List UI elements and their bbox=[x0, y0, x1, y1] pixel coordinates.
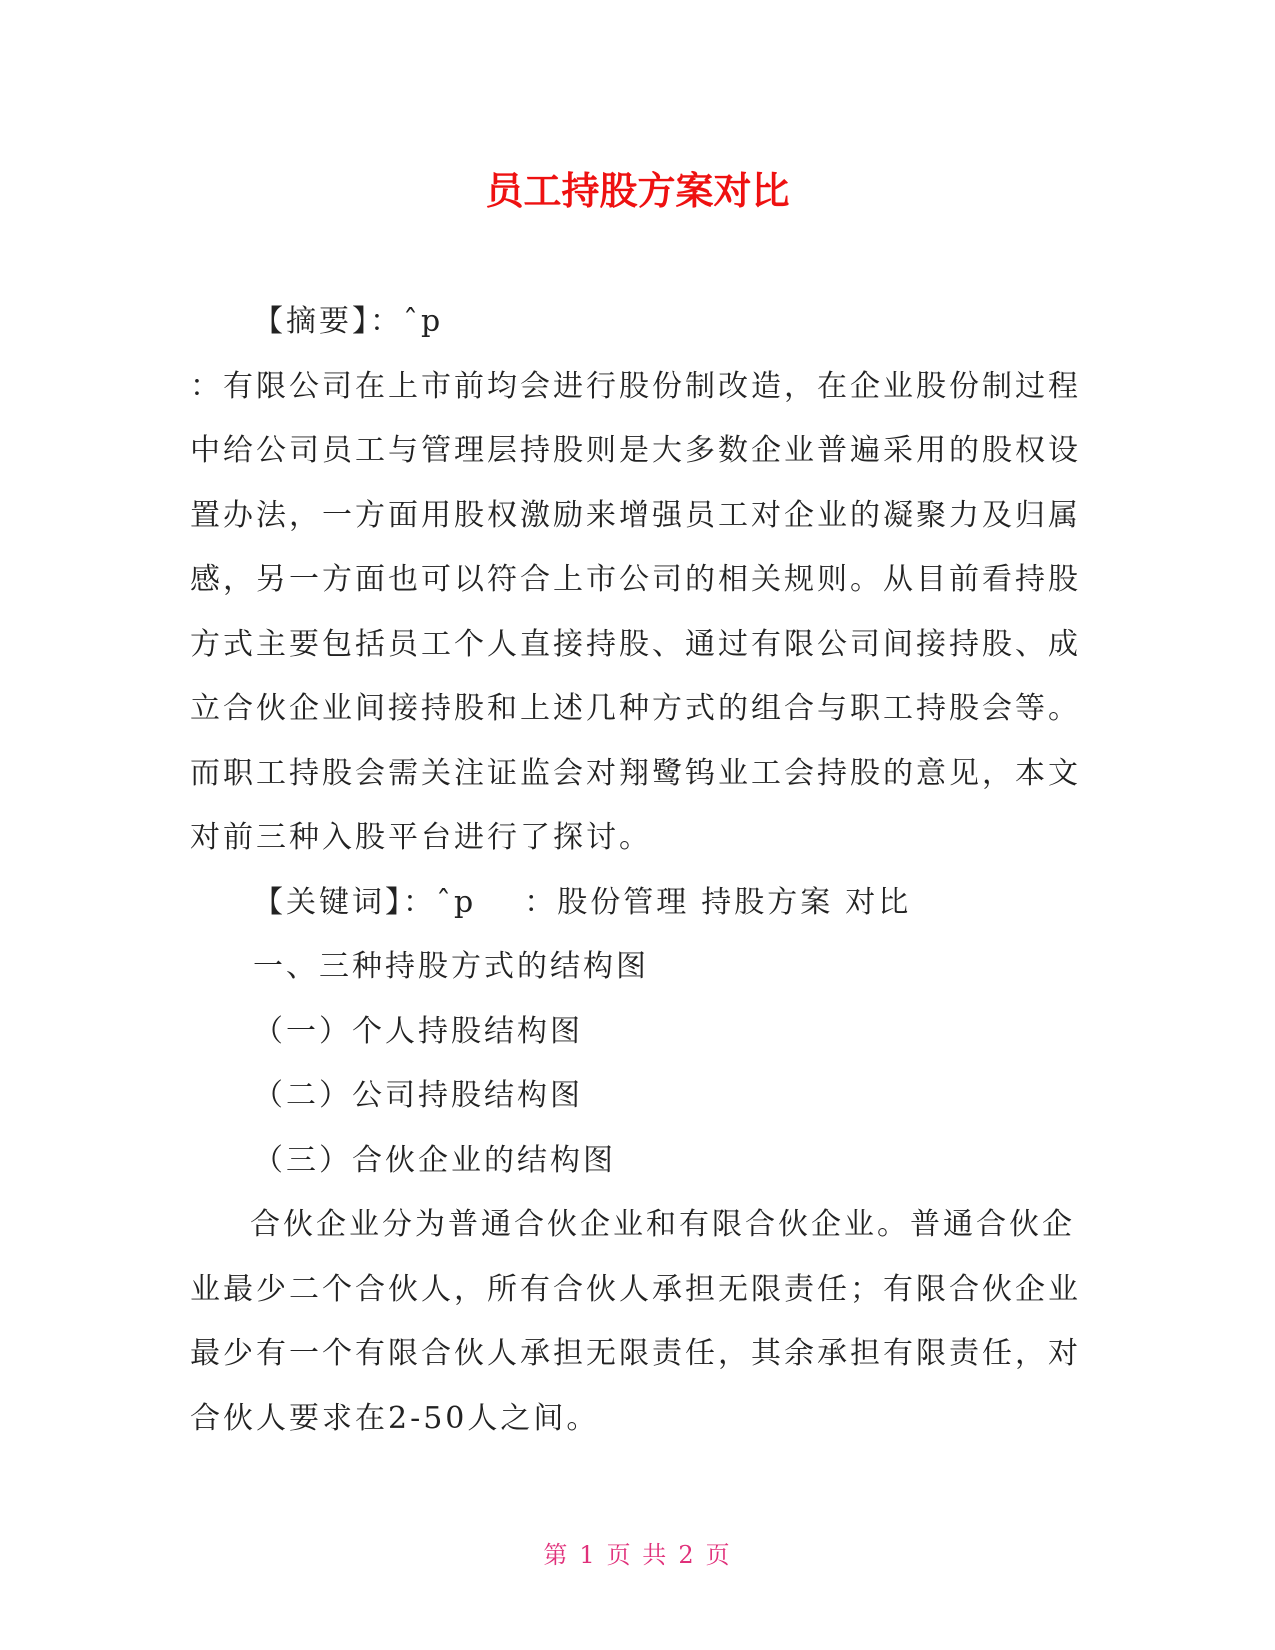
footer-page-prefix: 第 bbox=[543, 1541, 570, 1569]
abstract-label: 【摘要】：ˆp bbox=[253, 304, 444, 339]
footer-page-total: 2 bbox=[678, 1541, 696, 1569]
subsection-heading: （二）公司持股结构图 bbox=[253, 1078, 583, 1113]
keyword-item: ：股份管理 bbox=[524, 884, 690, 920]
document-body bbox=[190, 290, 1090, 1451]
subsection-heading: （三）合伙企业的结构图 bbox=[253, 1142, 616, 1178]
footer-page-suffix: 页 bbox=[705, 1541, 732, 1569]
partnership-paragraph bbox=[190, 1193, 1090, 1451]
document-title: 员工持股方案对比 bbox=[485, 169, 790, 213]
footer-page-number: 1 bbox=[579, 1541, 597, 1569]
keyword-item: 持股方案 bbox=[701, 884, 834, 920]
subsection-heading: （一）个人持股结构图 bbox=[253, 1013, 583, 1049]
keyword-item: 对比 bbox=[845, 884, 912, 920]
keywords-line bbox=[190, 871, 1090, 936]
abstract-body: ：有限公司在上市前均会进行股份制改造，在企业股份制过程中给公司员工与管理层持股则是大多数企业普遍采用的股权设置办法，一方面用股权激励来增强员工对企业的凝聚力及归属感，另一方面也可以符合上市公司的相关规则。从目前看持股方式主要包括员工个人直接持股、通过有限公司间接持股、成立合伙企业间接持股和上述几种方式的组合与职工持股会等。而职工持股会需关注证监会对翔鹭钨业工会持股的意见，本文对前三种入股平台进行了探讨。 bbox=[190, 368, 1081, 855]
page-footer bbox=[0, 1535, 1275, 1570]
keywords-label: 【关键词】：ˆp bbox=[253, 884, 477, 920]
footer-page-mid: 页 共 bbox=[606, 1541, 669, 1569]
partnership-text: 合伙企业分为普通合伙企业和有限合伙企业。普通合伙企业最少二个合伙人，所有合伙人承担无限责任；有限合伙企业最少有一个有限合伙人承担无限责任，其余承担有限责任，对合伙人要求在2-50人之间。 bbox=[190, 1207, 1081, 1436]
section-heading: 一、三种持股方式的结构图 bbox=[253, 949, 649, 984]
